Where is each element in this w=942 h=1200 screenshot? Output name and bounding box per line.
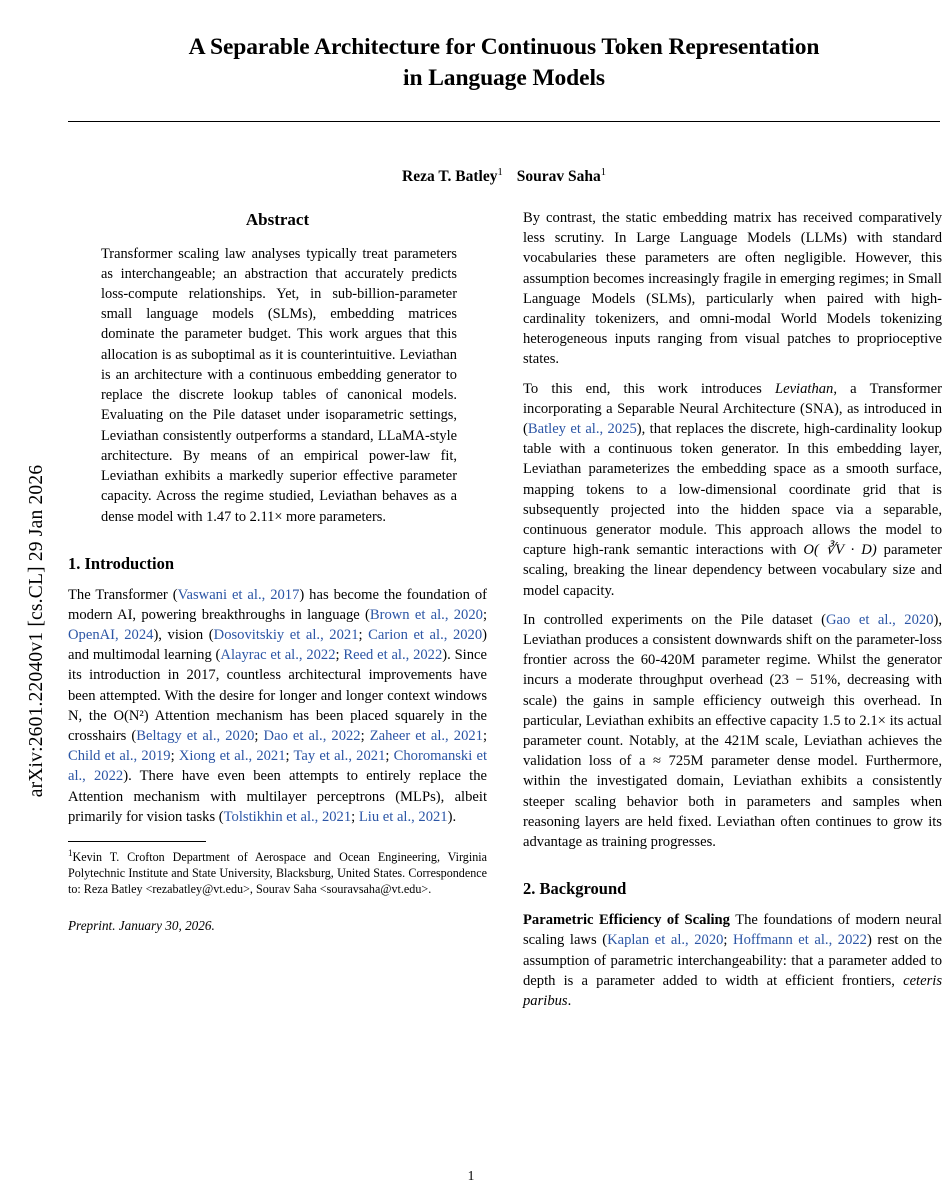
footnote-mark: 1	[68, 848, 73, 859]
text-fragment: ). There have even been attempts to entirely replace the Attention mechanism with multilayer perceptrons (MLPs), albeit primarily for vision tasks (	[68, 768, 487, 825]
citation-link[interactable]: Zaheer et al., 2021	[369, 728, 483, 745]
text-fragment: parameter scaling, breaking the linear dependency between vocabulary size and model capacity.	[523, 542, 942, 599]
citation-link[interactable]: Dosovitskiy et al., 2021	[213, 627, 359, 644]
page-number: 1	[467, 1168, 475, 1183]
citation-link[interactable]: Kaplan et al., 2020	[607, 932, 724, 949]
text-fragment: ), that replaces the discrete, high-cardinality lookup table with a continuous token generator. In this embedding layer, Leviathan parameterizes the embedding space as a smooth surface, mapping tokens to a low-dimensional coordinate grid that is subsequently projected into the hidden space via a separable, continuous generator module. This approach allows the model to capture high-rank semantic interactions with	[523, 421, 942, 559]
footnote-affiliation	[68, 848, 487, 897]
text-fragment: The foundations of modern neural scaling laws (	[523, 912, 942, 949]
citation-link[interactable]: Tolstikhin et al., 2021	[223, 808, 352, 825]
citation-link[interactable]: Batley et al., 2025	[527, 421, 637, 438]
text-fragment: In controlled experiments on the Pile dataset (	[523, 611, 826, 628]
arxiv-stamp: arXiv:2601.22040v1 [cs.CL] 29 Jan 2026	[26, 464, 47, 798]
citation-link[interactable]: Alayrac et al., 2022	[220, 647, 336, 664]
emphasis-leviathan: Leviathan	[774, 380, 834, 397]
right-column	[523, 208, 942, 1020]
author-1-affil-mark: 1	[497, 166, 503, 178]
text-fragment: ), vision (	[153, 627, 214, 644]
text-fragment: ;	[335, 647, 344, 664]
section-heading-background: 2. Background	[523, 879, 627, 899]
paragraph-lead-in: Parametric Efficiency of Scaling	[523, 912, 730, 929]
citation-link[interactable]: Carion et al., 2020	[368, 627, 483, 644]
text-fragment: ), Leviathan produces a consistent downwards shift on the parameter-loss frontier across the 60-420M parameter regime. Whilst the generator incurs a moderate throughput overhead (23 − 51%, decreasing with scale) the gains in sample efficiency outweigh this overhead. In particular, Leviathan exhibits an effective capacity 1.5 to 2.1× its actual parameter count. Notably, at the 421M scale, Leviathan achieves the validation loss of a ≈ 725M parameter dense model. Furthermore, within the investigated domain, Leviathan exhibits a consistently steeper scaling behavior both in parameters and samples when reasoning layers are held fixed. Leviathan often continues to grow its advantage as training progresses.	[523, 611, 942, 851]
citation-link[interactable]: Choromanski et al., 2022	[68, 748, 488, 785]
left-column	[68, 208, 487, 1020]
paper-header	[68, 22, 940, 186]
section-heading-introduction: 1. Introduction	[68, 553, 175, 573]
footnote-text: Kevin T. Crofton Department of Aerospace and Ocean Engineering, Virginia Polytechnic Institute and State University, Blacksburg, United States. Correspondence to: Reza Batley <rezabatley@vt.edu>, Sourav Saha <souravsaha@vt.edu>.	[68, 850, 487, 897]
abstract-heading: Abstract	[245, 210, 310, 229]
citation-link[interactable]: Beltagy et al., 2020	[136, 728, 255, 745]
citation-link[interactable]: Brown et al., 2020	[369, 606, 483, 623]
title-line-1: A Separable Architecture for Continuous Token Representation	[188, 34, 820, 60]
text-fragment: ;	[385, 748, 394, 765]
citation-link[interactable]: Xiong et al., 2021	[178, 748, 286, 765]
title-divider	[68, 121, 940, 122]
page-title	[68, 32, 940, 95]
text-fragment: ;	[285, 748, 294, 765]
text-fragment: ;	[482, 728, 488, 745]
text-fragment: ;	[351, 808, 359, 825]
emphasis-latin: ceteris paribus	[523, 972, 942, 1009]
text-fragment: To this end, this work introduces	[523, 380, 775, 397]
footnote-divider	[68, 841, 206, 842]
citation-link[interactable]: Child et al., 2019	[68, 748, 171, 765]
text-fragment: ;	[170, 748, 179, 765]
title-line-2: in Language Models	[403, 65, 605, 92]
text-fragment: ;	[482, 606, 487, 623]
intro-paragraph-1	[68, 585, 487, 827]
author-1: Reza T. Batley	[402, 168, 498, 186]
author-2: Sourav Saha	[516, 168, 601, 186]
citation-link[interactable]: Dao et al., 2022	[263, 728, 361, 745]
text-fragment: ;	[254, 728, 264, 745]
citation-link[interactable]: Liu et al., 2021	[358, 808, 448, 825]
text-fragment: ).	[447, 808, 457, 825]
citation-link[interactable]: Hoffmann et al., 2022	[733, 932, 867, 949]
right-paragraph-2	[523, 379, 942, 601]
author-2-affil-mark: 1	[600, 166, 606, 178]
citation-link[interactable]: OpenAI, 2024	[68, 627, 154, 644]
citation-link[interactable]: Vaswani et al., 2017	[177, 586, 300, 603]
abstract-text: Transformer scaling law analyses typically treat parameters as interchangeable; an abstraction that accurately predicts loss-compute relationships. Yet, in sub-billion-parameter small language models (SLMs), embedding matrices dominate the parameter budget. This work argues that this allocation is as suboptimal as it is counterintuitive. Leviathan is an architecture with a continuous embedding generator to replace the discrete lookup tables of canonical models. Evaluating on the Pile dataset under isoparametric settings, Leviathan consistently outperforms a standard, LLaMA-style architecture. By means of an empirical power-law fit, Leviathan exhibits a markedly superior effective parameter capacity. Across the regime studied, Leviathan behaves as a dense model with 1.47 to 2.11× more parameters.	[101, 245, 457, 525]
preprint-line: Preprint. January 30, 2026.	[68, 918, 215, 934]
text-fragment: .	[567, 992, 572, 1009]
right-paragraph-1: By contrast, the static embedding matrix has received comparatively less scrutiny. In Large Language Models (LLMs) with standard vocabularies these parameters are often negligible. However, this assumption becomes increasingly fragile in emerging regimes; in Small Language Models (SLMs), particularly when paired with high-cardinality tokenizers, and omni-modal World Models tokenizing heterogeneous inputs ranging from visual patches to proprioceptive states.	[523, 210, 942, 368]
citation-link[interactable]: Tay et al., 2021	[293, 748, 386, 765]
citation-link[interactable]: Gao et al., 2020	[825, 611, 934, 628]
background-paragraph-1	[523, 910, 942, 1011]
inline-math: O( ∛V · D)	[803, 542, 877, 559]
citation-link[interactable]: Reed et al., 2022	[343, 647, 443, 664]
text-fragment: ) rest on the assumption of parametric interchangeability: that a parameter added to depth is a parameter added to width at efficient frontiers,	[523, 932, 942, 989]
author-list	[68, 167, 940, 186]
text-fragment: The Transformer (	[68, 586, 178, 603]
body-columns	[68, 208, 942, 1020]
text-fragment: ;	[360, 728, 370, 745]
right-paragraph-3	[523, 610, 942, 852]
text-fragment: ). Since its introduction in 2017, countless architectural improvements have been attempted. With the desire for longer and longer context windows N, the O(N²) Attention mechanism has been placed squarely in the crosshairs (	[68, 647, 487, 745]
text-fragment: ;	[358, 627, 369, 644]
text-fragment: ) has become the foundation of modern AI, powering breakthroughs in language (	[68, 586, 487, 623]
text-fragment: , a Transformer incorporating a Separable Neural Architecture (SNA), as introduced in (	[523, 380, 942, 438]
text-fragment: ) and multimodal learning (	[68, 627, 488, 664]
text-fragment: ;	[723, 932, 734, 949]
